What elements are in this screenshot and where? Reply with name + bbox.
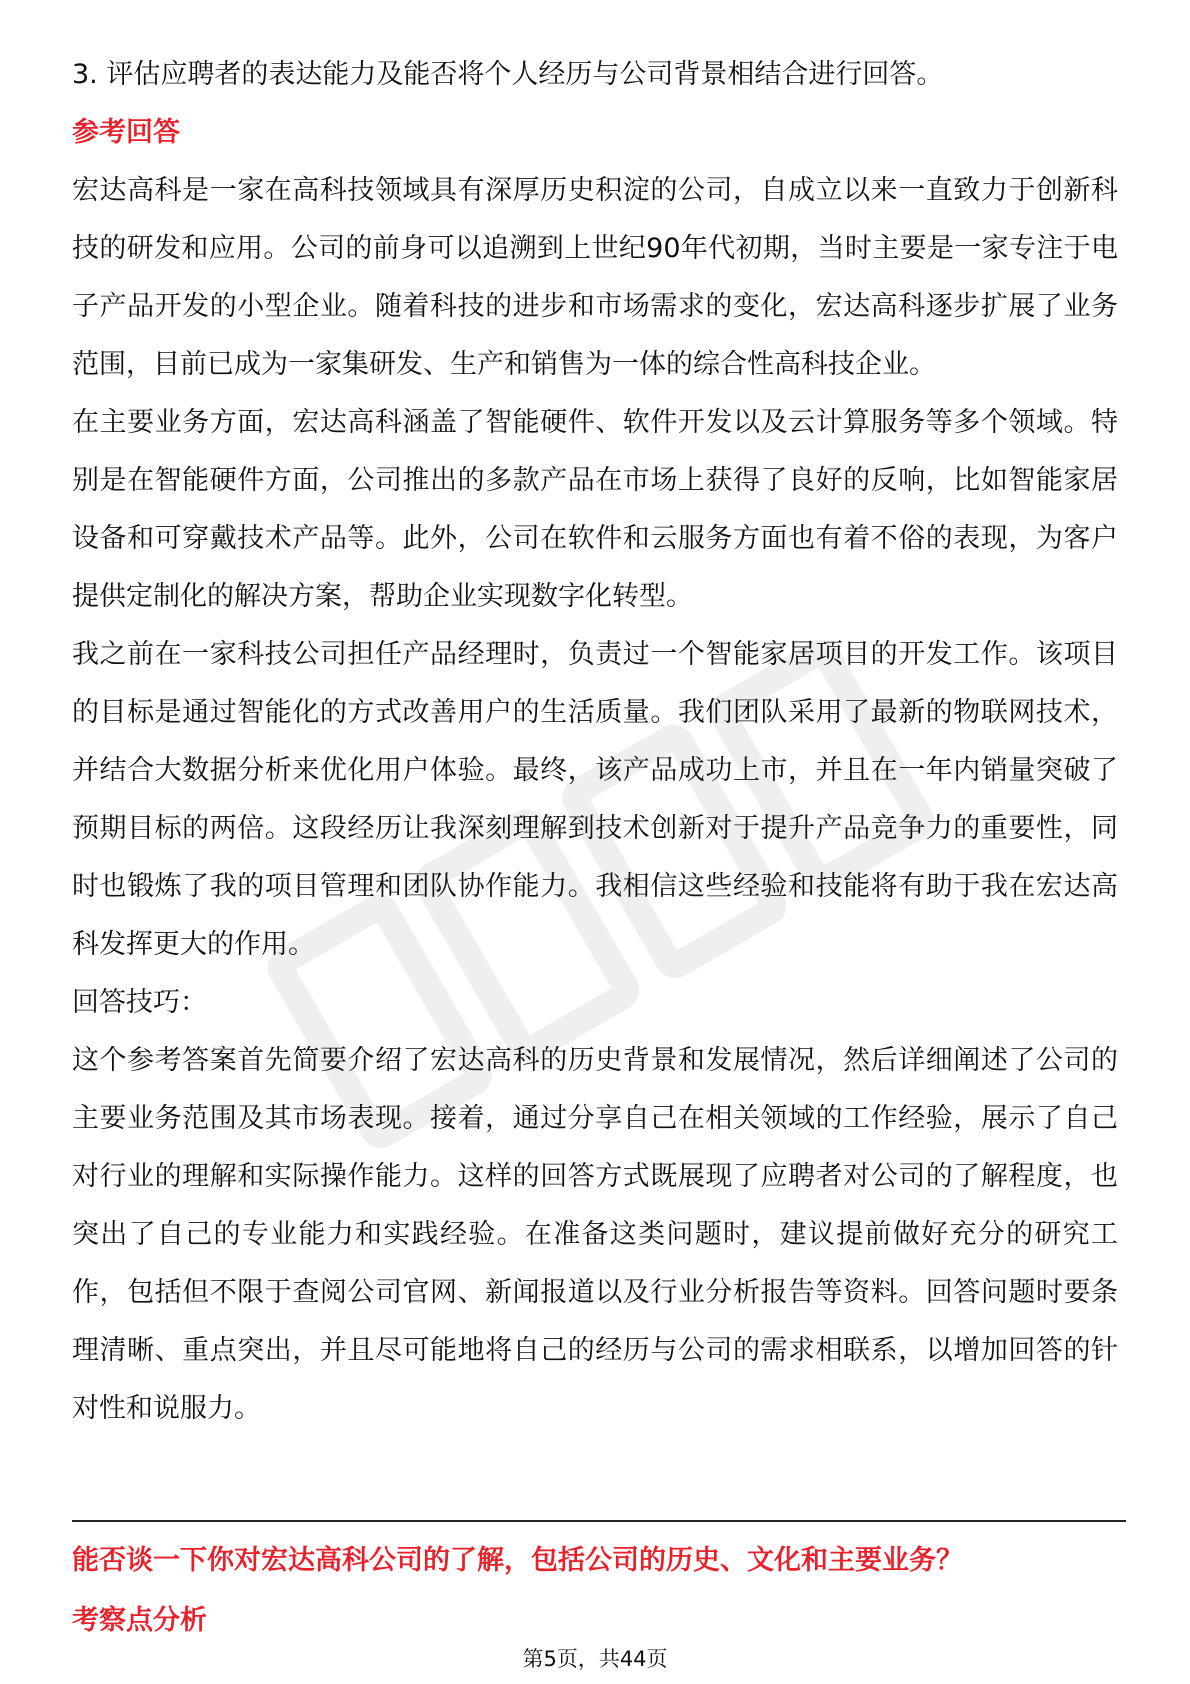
- reference-paragraph: 我之前在一家科技公司担任产品经理时，负责过一个智能家居项目的开发工作。该项目的目标是通过智能化的方式改善用户的生活质量。我们团队采用了最新的物联网技术，并结合大数据分析来优化用户体验。最终，该产品成功上市，并且在一年内销量突破了预期目标的两倍。这段经历让我深刻理解到技术创新对于提升产品竞争力的重要性，同时也锻炼了我的项目管理和团队协作能力。我相信这些经验和技能将有助于我在宏达高科发挥更大的作用。: [72, 639, 1118, 960]
- section-divider: [72, 1520, 1126, 1522]
- next-section-heading: 考察点分析: [72, 1605, 207, 1636]
- next-question: 能否谈一下你对宏达高科公司的了解，包括公司的历史、文化和主要业务？: [72, 1545, 963, 1576]
- intro-point: 3. 评估应聘者的表达能力及能否将个人经历与公司背景相结合进行回答。: [72, 59, 944, 90]
- reference-paragraph: 在主要业务方面，宏达高科涵盖了智能硬件、软件开发以及云计算服务等多个领域。特别是在智能硬件方面，公司推出的多款产品在市场上获得了良好的反响，比如智能家居设备和可穿戴技术产品等。此外，公司在软件和云服务方面也有着不俗的表现，为客户提供定制化的解决方案，帮助企业实现数字化转型。: [72, 407, 1118, 612]
- reference-heading: 参考回答: [72, 117, 180, 148]
- reference-paragraph: 宏达高科是一家在高科技领域具有深厚历史积淀的公司，自成立以来一直致力于创新科技的研发和应用。公司的前身可以追溯到上世纪90年代初期，当时主要是一家专注于电子产品开发的小型企业。随着科技的进步和市场需求的变化，宏达高科逐步扩展了业务范围，目前已成为一家集研发、生产和销售为一体的综合性高科技企业。: [72, 175, 1118, 380]
- tips-paragraph: 这个参考答案首先简要介绍了宏达高科的历史背景和发展情况，然后详细阐述了公司的主要业务范围及其市场表现。接着，通过分享自己在相关领域的工作经验，展示了自己对行业的理解和实际操作能力。这样的回答方式既展现了应聘者对公司的了解程度，也突出了自己的专业能力和实践经验。在准备这类问题时，建议提前做好充分的研究工作，包括但不限于查阅公司官网、新闻报道以及行业分析报告等资料。回答问题时要条理清晰、重点突出，并且尽可能地将自己的经历与公司的需求相联系，以增加回答的针对性和说服力。: [72, 1045, 1118, 1424]
- main-content: [72, 46, 1118, 1438]
- page-number: 第5页，共44页: [522, 1647, 668, 1671]
- tips-heading: 回答技巧：: [72, 987, 207, 1018]
